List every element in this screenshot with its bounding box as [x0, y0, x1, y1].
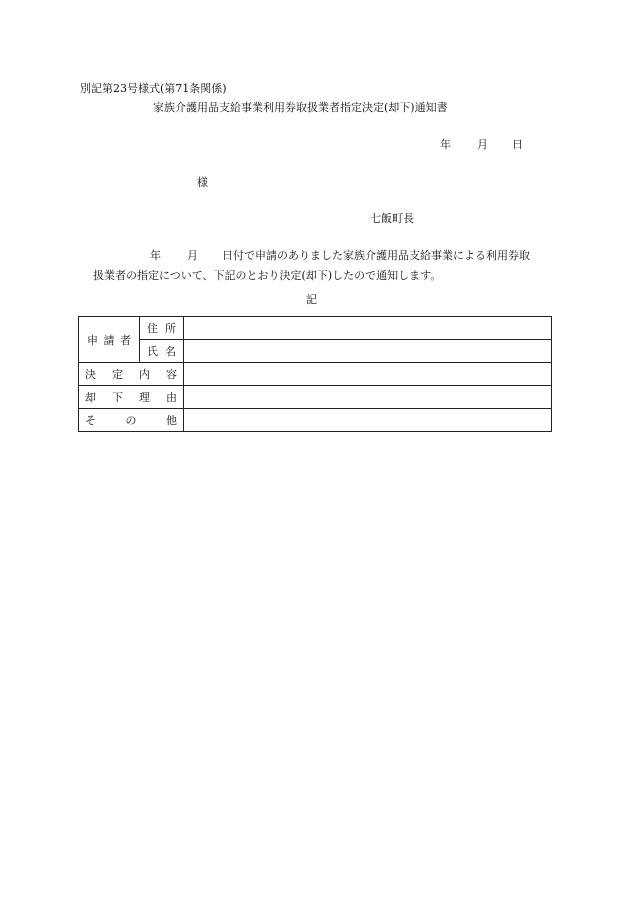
rejection-value-cell[interactable] [184, 386, 552, 409]
address-char: 所 [165, 322, 176, 335]
table-row-address [79, 317, 552, 340]
issuer-name: 七飯町長 [370, 212, 414, 225]
details-table [78, 316, 552, 432]
document-title: 家族介護用品支給事業利用券取扱業者指定決定(却下)通知書 [153, 101, 448, 114]
rejection-char: 下 [112, 391, 123, 404]
rejection-char: 由 [166, 391, 177, 404]
body-year-label: 年 [150, 249, 161, 262]
applicant-label-cell [79, 317, 140, 363]
date-year-label: 年 [440, 138, 451, 151]
table-row-decision [79, 363, 552, 386]
decision-label-cell [79, 363, 184, 386]
ki-heading: 記 [306, 293, 317, 306]
address-label-cell [140, 317, 184, 340]
body-text-line-2: 扱業者の指定について、下記のとおり決定(却下)したので通知します。 [93, 269, 442, 282]
other-value-cell[interactable] [184, 409, 552, 432]
decision-char: 決 [85, 368, 96, 381]
decision-char: 定 [112, 368, 123, 381]
table-row-name [79, 340, 552, 363]
rejection-char: 理 [139, 391, 150, 404]
applicant-char: 申 [87, 333, 98, 347]
other-label-cell [79, 409, 184, 432]
decision-char: 内 [139, 368, 150, 381]
name-value-cell[interactable] [184, 340, 552, 363]
name-label-cell [140, 340, 184, 363]
decision-char: 容 [166, 368, 177, 381]
address-char: 住 [147, 322, 158, 335]
rejection-char: 却 [85, 391, 96, 404]
other-char: 他 [166, 414, 177, 427]
body-text-line-1: 日付で申請のありました家族介護用品支給事業による利用券取 [222, 249, 530, 262]
applicant-char: 請 [103, 333, 115, 347]
date-month-label: 月 [477, 138, 488, 151]
table-row-other [79, 409, 552, 432]
date-day-label: 日 [512, 138, 523, 151]
rejection-label-cell [79, 386, 184, 409]
addressee-honorific: 様 [197, 176, 208, 189]
other-char: そ [85, 414, 96, 427]
address-value-cell[interactable] [184, 317, 552, 340]
applicant-char: 者 [120, 333, 131, 347]
body-month-label: 月 [187, 249, 198, 262]
name-char: 名 [165, 345, 176, 358]
decision-value-cell[interactable] [184, 363, 552, 386]
form-number-label: 別記第23号様式(第71条関係) [80, 82, 227, 95]
table-row-rejection [79, 386, 552, 409]
name-char: 氏 [147, 345, 158, 358]
other-char: の [125, 414, 137, 427]
